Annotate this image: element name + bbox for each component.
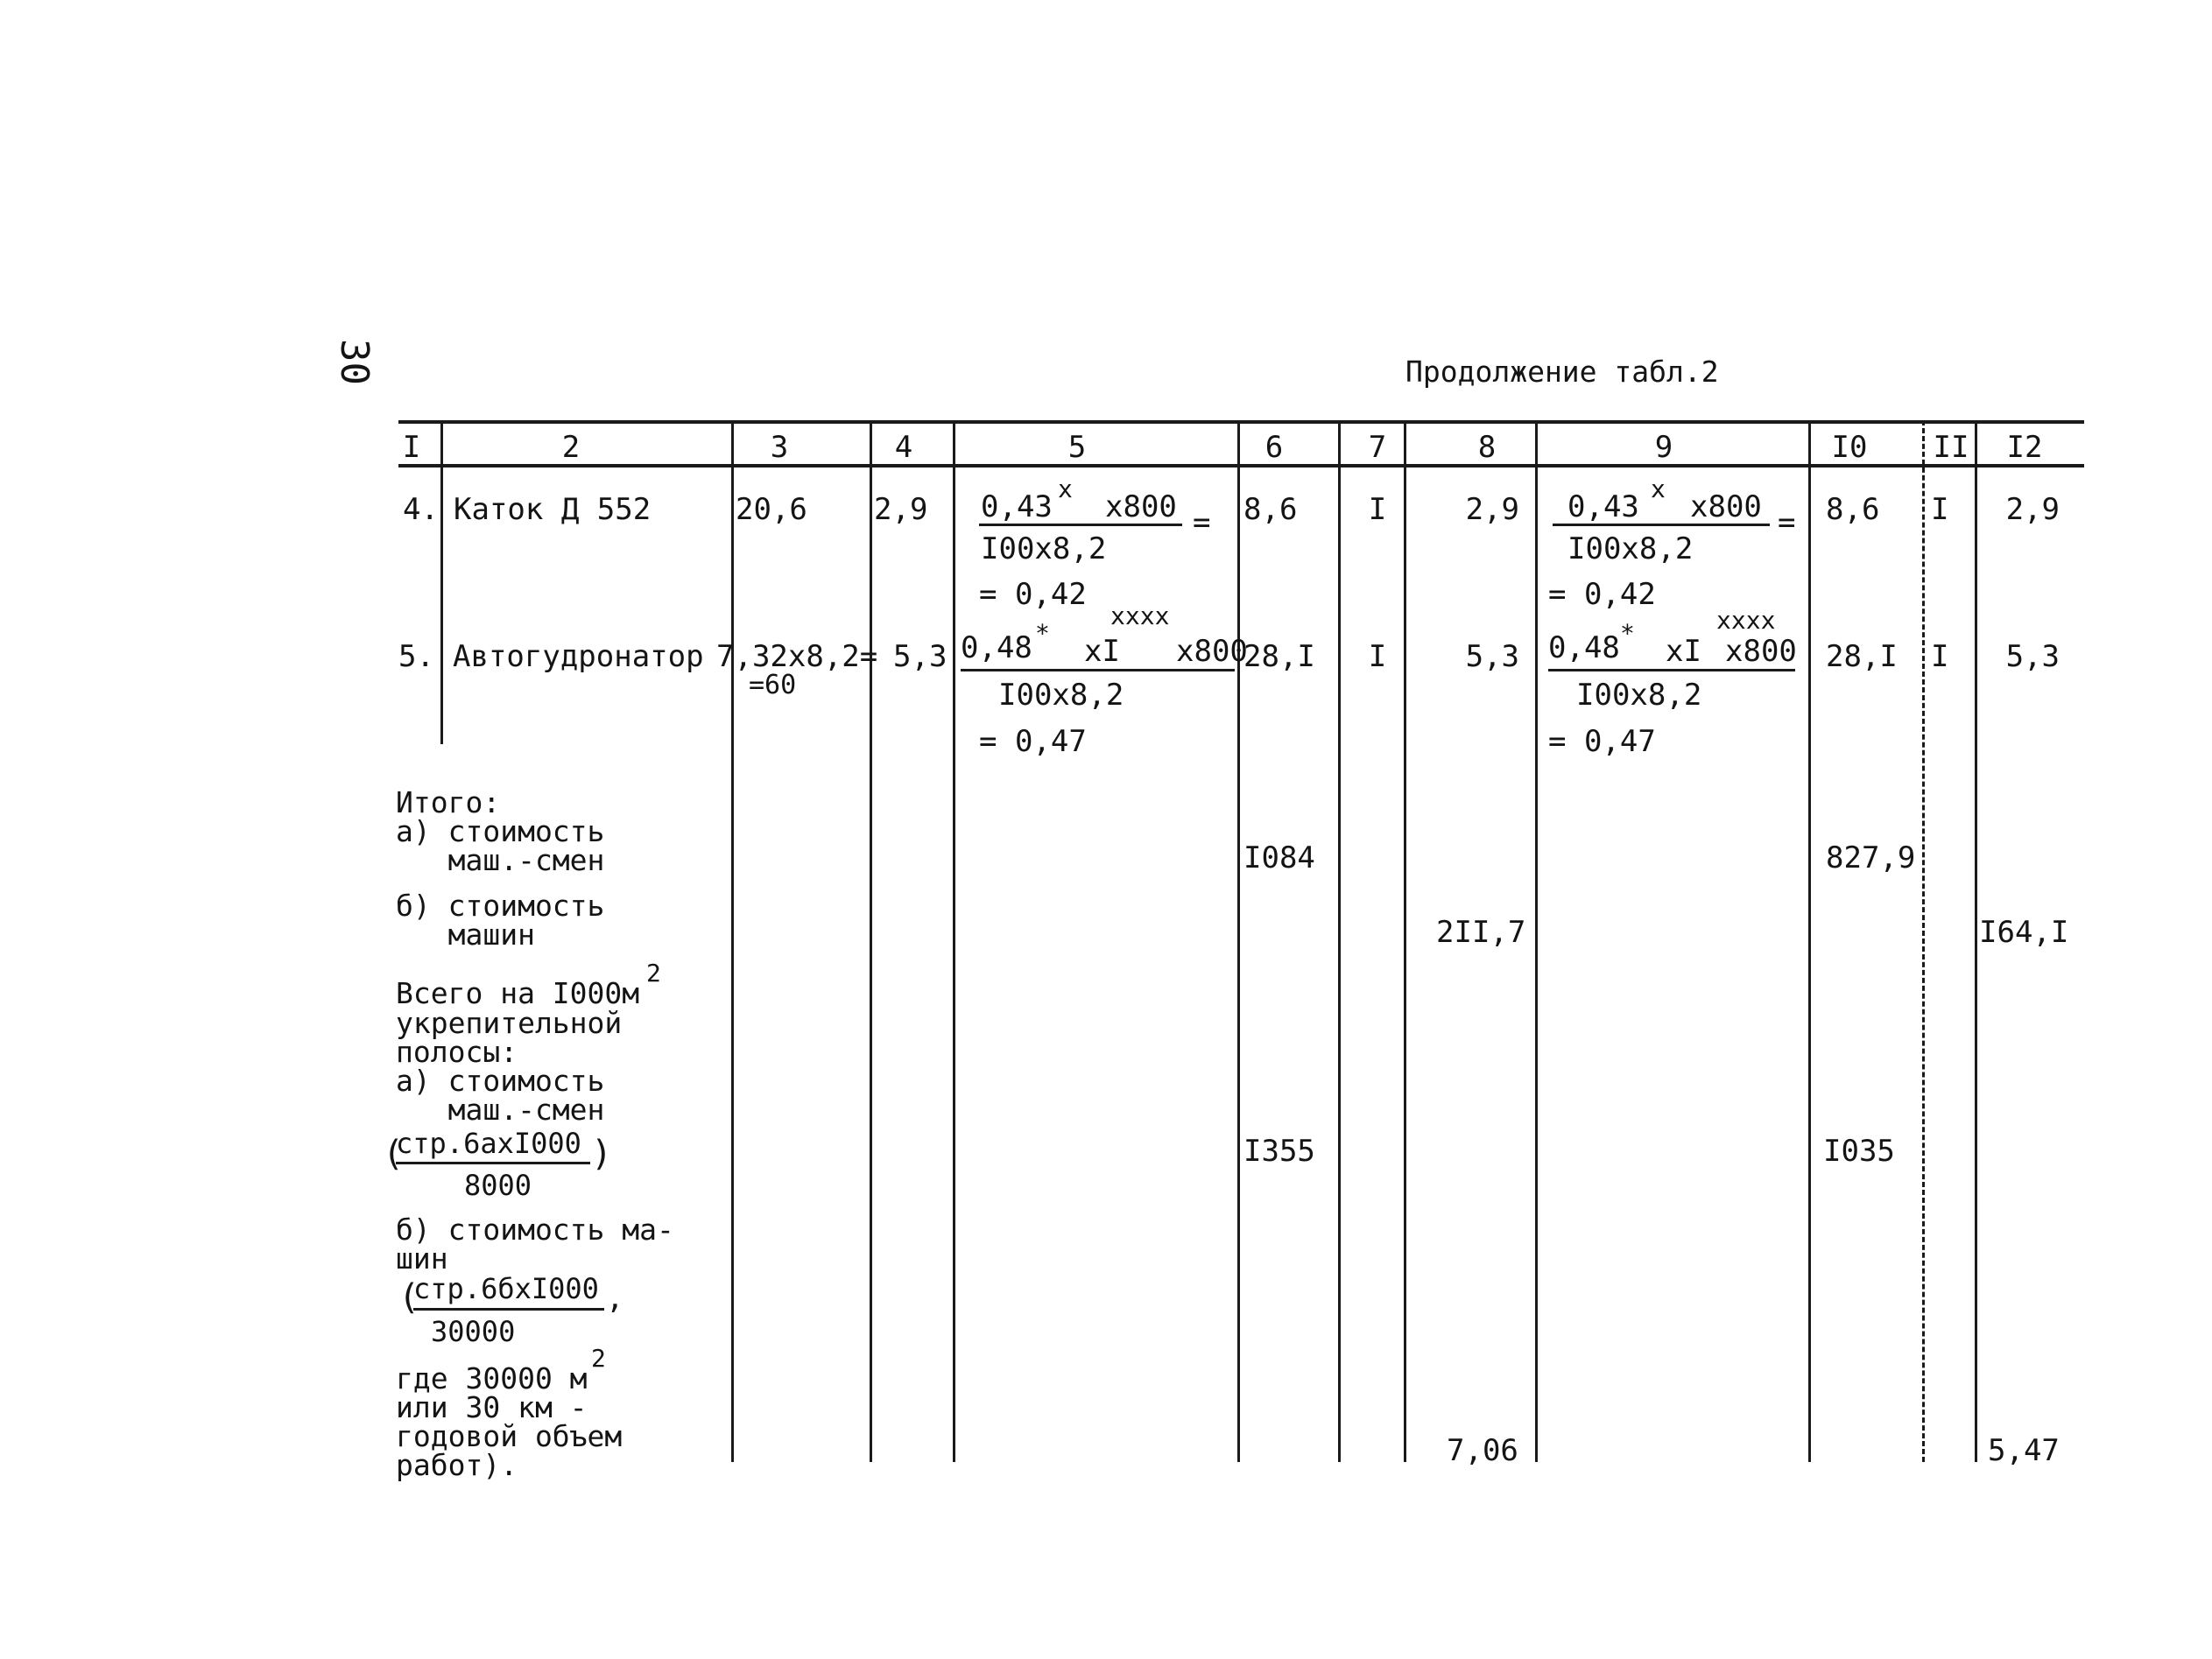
formula-comma: ,	[606, 1281, 624, 1316]
formula-superscript: *	[1620, 619, 1635, 648]
total-cell: I64,I	[1979, 915, 2069, 950]
fraction-bar	[1548, 669, 1795, 671]
header-col-10: I0	[1831, 430, 1868, 465]
formula-numerator: 0,48	[961, 630, 1032, 665]
header-col-2: 2	[561, 430, 581, 465]
cell: I	[1368, 492, 1387, 527]
header-col-4: 4	[894, 430, 913, 465]
grand-intro-rest: укрепительной полосы: а) стоимость маш.-смен	[396, 1006, 623, 1127]
cell: 5,3	[2005, 639, 2060, 674]
cell: 2,9	[2005, 492, 2060, 527]
formula-denominator: I00x8,2	[1576, 678, 1702, 713]
formula-equals: =	[1193, 505, 1211, 540]
cell: 5,3	[1465, 639, 1519, 674]
formula-superscript: x	[1651, 475, 1666, 503]
column-divider	[953, 420, 955, 1462]
formula-denominator: 8000	[464, 1169, 532, 1202]
formula-middle: xI	[1666, 634, 1701, 669]
cell: 2,9	[874, 492, 928, 527]
column-divider	[1975, 420, 1977, 1462]
page-number: 30	[331, 339, 377, 385]
formula-numerator: 0,43	[1567, 489, 1639, 524]
cell: I	[1931, 639, 1949, 674]
row-number: 5.	[398, 639, 434, 674]
grand-intro-sup: 2	[646, 959, 661, 988]
grand-cell: I355	[1243, 1134, 1315, 1169]
formula-denominator: I00x8,2	[981, 531, 1107, 566]
header-col-5: 5	[1067, 430, 1087, 465]
grand-intro: Всего на I000м	[396, 976, 640, 1010]
row-name: Автогудронатор	[453, 639, 704, 674]
fraction-bar	[979, 524, 1182, 526]
column-divider	[1535, 420, 1538, 1462]
header-col-6: 6	[1265, 430, 1284, 465]
header-col-9: 9	[1654, 430, 1673, 465]
column-divider	[1404, 420, 1406, 1462]
header-col-7: 7	[1368, 430, 1387, 465]
formula-result: = 0,42	[1548, 577, 1656, 612]
row-number: 4.	[403, 492, 439, 527]
cell: 28,I	[1243, 639, 1315, 674]
column-divider	[440, 420, 443, 744]
cell: =60	[749, 670, 797, 700]
cell: I	[1931, 492, 1949, 527]
cell: 8,6	[1826, 492, 1880, 527]
formula-result: = 0,47	[1548, 724, 1656, 759]
totals-label: Итого: а) стоимость маш.-смен	[396, 785, 605, 877]
grand-note: где 30000 м	[396, 1361, 588, 1395]
grand-cell: I035	[1823, 1134, 1895, 1169]
header-col-11: II	[1933, 430, 1969, 465]
column-divider	[1338, 420, 1341, 1462]
formula-superscript: *	[1035, 619, 1050, 648]
totals-b-label: б) стоимость машин	[396, 889, 605, 952]
formula-equals: =	[1778, 505, 1796, 540]
formula-multiplier: x800	[1176, 634, 1248, 669]
grand-cell: 7,06	[1447, 1433, 1518, 1468]
cell: 28,I	[1826, 639, 1898, 674]
table-top-rule	[398, 420, 2084, 424]
total-cell: 2II,7	[1436, 915, 1526, 950]
cell: 7,32x8,2=	[716, 639, 878, 674]
header-col-12: I2	[2006, 430, 2043, 465]
formula-result: = 0,47	[979, 724, 1087, 759]
formula-numerator: стр.6аxI000	[396, 1127, 581, 1160]
cell: 5,3	[893, 639, 947, 674]
formula-numerator: 0,43	[981, 489, 1053, 524]
cell: 20,6	[736, 492, 807, 527]
grand-b-label: б) стоимость ма- шин	[396, 1213, 674, 1276]
formula-multiplier: x800	[1105, 489, 1177, 524]
fraction-bar	[1553, 524, 1770, 526]
formula-superscript: x	[1058, 475, 1073, 503]
formula-superscript: xxxx	[1716, 606, 1776, 635]
total-cell: 827,9	[1826, 840, 1916, 875]
table-caption: Продолжение табл.2	[1405, 355, 1719, 389]
header-col-1: I	[402, 430, 421, 465]
cell: 8,6	[1243, 492, 1298, 527]
column-divider	[1922, 420, 1925, 1462]
formula-denominator: I00x8,2	[1567, 531, 1694, 566]
formula-result: = 0,42	[979, 577, 1087, 612]
formula-denominator: I00x8,2	[998, 678, 1124, 713]
formula-multiplier: x800	[1690, 489, 1762, 524]
grand-note-rest: или 30 км - годовой объем работ).	[396, 1390, 623, 1482]
header-col-8: 8	[1477, 430, 1497, 465]
formula-numerator: 0,48	[1548, 630, 1620, 665]
formula-paren: )	[591, 1134, 613, 1174]
fraction-bar	[413, 1308, 604, 1311]
header-col-3: 3	[770, 430, 789, 465]
column-divider	[870, 420, 872, 1462]
formula-paren: (	[398, 1277, 420, 1318]
total-cell: I084	[1243, 840, 1315, 875]
column-divider	[731, 420, 734, 1462]
grand-note-sup: 2	[591, 1344, 606, 1373]
formula-numerator: стр.6бxI000	[413, 1272, 599, 1305]
row-name: Каток Д 552	[454, 492, 652, 527]
cell: 2,9	[1465, 492, 1519, 527]
column-divider	[1808, 420, 1811, 1462]
formula-multiplier: x800	[1725, 634, 1797, 669]
formula-denominator: 30000	[431, 1315, 516, 1348]
column-divider	[1237, 420, 1240, 1462]
fraction-bar	[961, 669, 1235, 671]
formula-superscript: xxxx	[1110, 601, 1170, 630]
grand-cell: 5,47	[1988, 1433, 2060, 1468]
cell: I	[1368, 639, 1387, 674]
fraction-bar	[396, 1162, 590, 1164]
formula-middle: xI	[1084, 634, 1120, 669]
formula-paren: (	[383, 1134, 405, 1174]
